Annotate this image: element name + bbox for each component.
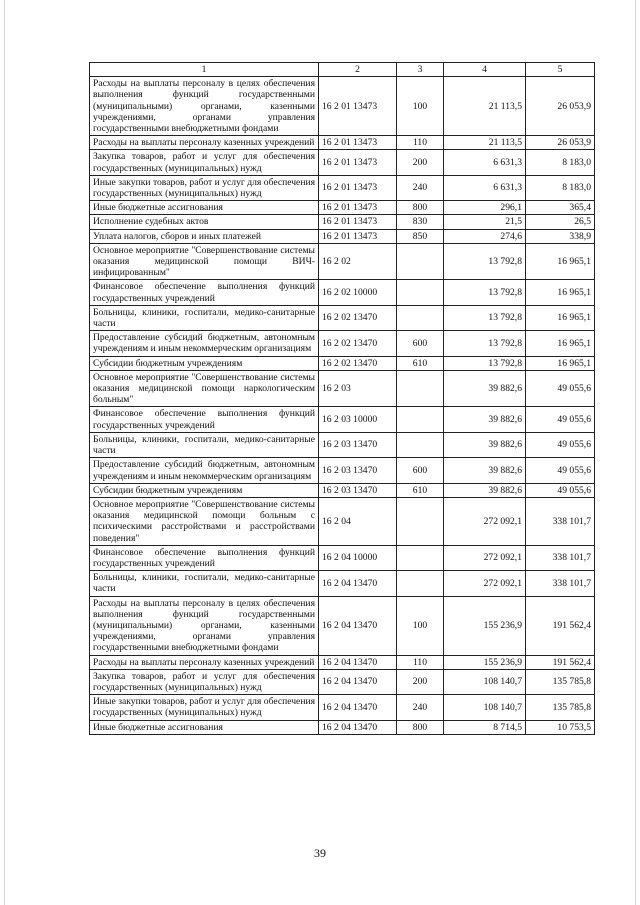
row-name-cell: Иные бюджетные ассигнования bbox=[90, 720, 319, 734]
row-value-year2-cell: 338 101,7 bbox=[526, 571, 595, 596]
row-name-cell: Финансовое обеспечение выполнения функций государственных учреждений bbox=[90, 545, 319, 570]
row-value-year2-cell: 49 055,6 bbox=[526, 432, 595, 457]
row-name-cell: Субсидии бюджетным учреждениям bbox=[90, 483, 319, 497]
column-number-row bbox=[90, 63, 595, 77]
row-expense-type-cell bbox=[397, 280, 444, 305]
row-name-cell: Уплата налогов, сборов и иных платежей bbox=[90, 229, 319, 243]
row-code-cell: 16 2 04 13470 bbox=[319, 596, 397, 655]
row-code-cell: 16 2 03 13470 bbox=[319, 458, 397, 483]
table-row bbox=[90, 77, 595, 136]
row-value-year2-cell: 26 053,9 bbox=[526, 77, 595, 136]
scan-edge-right bbox=[635, 0, 636, 905]
row-expense-type-cell bbox=[397, 243, 444, 280]
row-code-cell: 16 2 03 bbox=[319, 370, 397, 407]
row-value-year1-cell: 8 714,5 bbox=[444, 720, 526, 734]
row-value-year2-cell: 16 965,1 bbox=[526, 331, 595, 356]
table-row bbox=[90, 136, 595, 150]
row-value-year1-cell: 21 113,5 bbox=[444, 136, 526, 150]
row-value-year2-cell: 49 055,6 bbox=[526, 370, 595, 407]
row-code-cell: 16 2 01 13473 bbox=[319, 215, 397, 229]
row-code-cell: 16 2 04 13470 bbox=[319, 695, 397, 720]
row-expense-type-cell: 610 bbox=[397, 483, 444, 497]
row-code-cell: 16 2 01 13473 bbox=[319, 175, 397, 200]
table-row bbox=[90, 596, 595, 655]
table-row bbox=[90, 655, 595, 669]
row-code-cell: 16 2 01 13473 bbox=[319, 77, 397, 136]
row-code-cell: 16 2 02 13470 bbox=[319, 331, 397, 356]
row-code-cell: 16 2 02 10000 bbox=[319, 280, 397, 305]
row-expense-type-cell: 600 bbox=[397, 458, 444, 483]
row-value-year1-cell: 272 092,1 bbox=[444, 497, 526, 545]
row-value-year1-cell: 272 092,1 bbox=[444, 571, 526, 596]
row-expense-type-cell bbox=[397, 432, 444, 457]
table-row bbox=[90, 458, 595, 483]
row-value-year1-cell: 39 882,6 bbox=[444, 432, 526, 457]
table-row bbox=[90, 356, 595, 370]
column-number: 1 bbox=[90, 63, 319, 77]
row-expense-type-cell: 850 bbox=[397, 229, 444, 243]
table-row bbox=[90, 150, 595, 175]
row-code-cell: 16 2 03 10000 bbox=[319, 407, 397, 432]
row-expense-type-cell: 610 bbox=[397, 356, 444, 370]
column-number: 2 bbox=[319, 63, 397, 77]
row-value-year2-cell: 8 183,0 bbox=[526, 150, 595, 175]
row-value-year1-cell: 39 882,6 bbox=[444, 458, 526, 483]
row-code-cell: 16 2 02 13470 bbox=[319, 356, 397, 370]
row-name-cell: Закупка товаров, работ и услуг для обеспечения государственных (муниципальных) нужд bbox=[90, 150, 319, 175]
row-name-cell: Больницы, клиники, госпитали, медико-санитарные части bbox=[90, 571, 319, 596]
table-row bbox=[90, 201, 595, 215]
table-row bbox=[90, 545, 595, 570]
row-value-year1-cell: 39 882,6 bbox=[444, 370, 526, 407]
table-row bbox=[90, 305, 595, 330]
row-value-year2-cell: 49 055,6 bbox=[526, 458, 595, 483]
row-value-year2-cell: 16 965,1 bbox=[526, 280, 595, 305]
row-name-cell: Расходы на выплаты персоналу в целях обеспечения выполнения функций государственными (муниципальными) органами, казенными учреждениями, органами управления государственными внебюджетными фондами bbox=[90, 596, 319, 655]
row-expense-type-cell: 200 bbox=[397, 669, 444, 694]
row-value-year2-cell: 49 055,6 bbox=[526, 483, 595, 497]
row-value-year2-cell: 16 965,1 bbox=[526, 243, 595, 280]
row-name-cell: Исполнение судебных актов bbox=[90, 215, 319, 229]
row-code-cell: 16 2 04 10000 bbox=[319, 545, 397, 570]
row-value-year1-cell: 39 882,6 bbox=[444, 407, 526, 432]
row-value-year2-cell: 16 965,1 bbox=[526, 356, 595, 370]
row-expense-type-cell: 800 bbox=[397, 720, 444, 734]
row-name-cell: Больницы, клиники, госпитали, медико-санитарные части bbox=[90, 305, 319, 330]
row-value-year2-cell: 191 562,4 bbox=[526, 596, 595, 655]
row-value-year2-cell: 49 055,6 bbox=[526, 407, 595, 432]
table-row bbox=[90, 669, 595, 694]
row-value-year1-cell: 108 140,7 bbox=[444, 669, 526, 694]
table-row bbox=[90, 215, 595, 229]
row-expense-type-cell: 240 bbox=[397, 695, 444, 720]
row-code-cell: 16 2 04 13470 bbox=[319, 720, 397, 734]
row-value-year1-cell: 6 631,3 bbox=[444, 175, 526, 200]
row-name-cell: Основное мероприятие "Совершенствование системы оказания медицинской помощи наркологическим больным" bbox=[90, 370, 319, 407]
row-expense-type-cell bbox=[397, 571, 444, 596]
row-expense-type-cell bbox=[397, 305, 444, 330]
row-value-year2-cell: 191 562,4 bbox=[526, 655, 595, 669]
table-row bbox=[90, 571, 595, 596]
row-name-cell: Основное мероприятие "Совершенствование системы оказания медицинской помощи ВИЧ-инфицированным" bbox=[90, 243, 319, 280]
table-row bbox=[90, 720, 595, 734]
row-value-year1-cell: 13 792,8 bbox=[444, 243, 526, 280]
row-expense-type-cell: 110 bbox=[397, 136, 444, 150]
row-value-year2-cell: 135 785,8 bbox=[526, 695, 595, 720]
row-value-year1-cell: 155 236,9 bbox=[444, 655, 526, 669]
row-value-year1-cell: 272 092,1 bbox=[444, 545, 526, 570]
table-row bbox=[90, 243, 595, 280]
budget-table-body bbox=[90, 63, 595, 735]
row-value-year1-cell: 155 236,9 bbox=[444, 596, 526, 655]
scan-edge-left bbox=[4, 0, 5, 905]
row-value-year2-cell: 26,5 bbox=[526, 215, 595, 229]
row-code-cell: 16 2 04 13470 bbox=[319, 669, 397, 694]
row-code-cell: 16 2 02 13470 bbox=[319, 305, 397, 330]
row-name-cell: Расходы на выплаты персоналу казенных учреждений bbox=[90, 655, 319, 669]
row-value-year1-cell: 274,6 bbox=[444, 229, 526, 243]
table-row bbox=[90, 497, 595, 545]
column-number: 3 bbox=[397, 63, 444, 77]
row-expense-type-cell: 110 bbox=[397, 655, 444, 669]
column-number: 4 bbox=[444, 63, 526, 77]
row-name-cell: Закупка товаров, работ и услуг для обеспечения государственных (муниципальных) нужд bbox=[90, 669, 319, 694]
row-value-year1-cell: 13 792,8 bbox=[444, 280, 526, 305]
row-code-cell: 16 2 03 13470 bbox=[319, 483, 397, 497]
row-value-year2-cell: 8 183,0 bbox=[526, 175, 595, 200]
table-row bbox=[90, 432, 595, 457]
row-name-cell: Иные бюджетные ассигнования bbox=[90, 201, 319, 215]
row-value-year1-cell: 13 792,8 bbox=[444, 305, 526, 330]
table-row bbox=[90, 280, 595, 305]
row-value-year2-cell: 338,9 bbox=[526, 229, 595, 243]
table-row bbox=[90, 175, 595, 200]
table-row bbox=[90, 229, 595, 243]
document-page bbox=[89, 62, 594, 735]
row-code-cell: 16 2 04 13470 bbox=[319, 571, 397, 596]
table-row bbox=[90, 407, 595, 432]
row-value-year2-cell: 338 101,7 bbox=[526, 545, 595, 570]
row-expense-type-cell bbox=[397, 370, 444, 407]
page-number: 39 bbox=[314, 846, 326, 860]
row-value-year1-cell: 39 882,6 bbox=[444, 483, 526, 497]
row-value-year2-cell: 26 053,9 bbox=[526, 136, 595, 150]
row-name-cell: Предоставление субсидий бюджетным, автономным учреждениям и иным некоммерческим организациям bbox=[90, 331, 319, 356]
table-row bbox=[90, 370, 595, 407]
row-value-year1-cell: 108 140,7 bbox=[444, 695, 526, 720]
row-expense-type-cell: 240 bbox=[397, 175, 444, 200]
row-name-cell: Субсидии бюджетным учреждениям bbox=[90, 356, 319, 370]
row-name-cell: Расходы на выплаты персоналу в целях обеспечения выполнения функций государственными (муниципальными) органами, казенными учреждениями, органами управления государственными внебюджетными фондами bbox=[90, 77, 319, 136]
row-code-cell: 16 2 01 13473 bbox=[319, 150, 397, 175]
table-row bbox=[90, 695, 595, 720]
table-row bbox=[90, 483, 595, 497]
row-name-cell: Расходы на выплаты персоналу казенных учреждений bbox=[90, 136, 319, 150]
row-value-year2-cell: 10 753,5 bbox=[526, 720, 595, 734]
row-value-year2-cell: 365,4 bbox=[526, 201, 595, 215]
row-code-cell: 16 2 01 13473 bbox=[319, 201, 397, 215]
row-value-year2-cell: 16 965,1 bbox=[526, 305, 595, 330]
row-expense-type-cell: 100 bbox=[397, 77, 444, 136]
row-code-cell: 16 2 01 13473 bbox=[319, 229, 397, 243]
row-value-year1-cell: 21,5 bbox=[444, 215, 526, 229]
row-expense-type-cell: 600 bbox=[397, 331, 444, 356]
row-name-cell: Основное мероприятие "Совершенствование системы оказания медицинской помощи больным с психическими расстройствами и расстройствами поведения" bbox=[90, 497, 319, 545]
row-code-cell: 16 2 04 13470 bbox=[319, 655, 397, 669]
row-expense-type-cell: 800 bbox=[397, 201, 444, 215]
column-number: 5 bbox=[526, 63, 595, 77]
row-code-cell: 16 2 01 13473 bbox=[319, 136, 397, 150]
row-expense-type-cell: 830 bbox=[397, 215, 444, 229]
row-expense-type-cell bbox=[397, 407, 444, 432]
row-value-year1-cell: 296,1 bbox=[444, 201, 526, 215]
row-value-year1-cell: 13 792,8 bbox=[444, 331, 526, 356]
row-code-cell: 16 2 02 bbox=[319, 243, 397, 280]
row-name-cell: Больницы, клиники, госпитали, медико-санитарные части bbox=[90, 432, 319, 457]
row-code-cell: 16 2 04 bbox=[319, 497, 397, 545]
row-expense-type-cell: 100 bbox=[397, 596, 444, 655]
row-value-year1-cell: 13 792,8 bbox=[444, 356, 526, 370]
table-row bbox=[90, 331, 595, 356]
row-value-year1-cell: 6 631,3 bbox=[444, 150, 526, 175]
row-name-cell: Иные закупки товаров, работ и услуг для обеспечения государственных (муниципальных) нужд bbox=[90, 695, 319, 720]
row-name-cell: Финансовое обеспечение выполнения функций государственных учреждений bbox=[90, 407, 319, 432]
row-value-year1-cell: 21 113,5 bbox=[444, 77, 526, 136]
row-expense-type-cell: 200 bbox=[397, 150, 444, 175]
row-name-cell: Предоставление субсидий бюджетным, автономным учреждениям и иным некоммерческим организациям bbox=[90, 458, 319, 483]
row-name-cell: Иные закупки товаров, работ и услуг для обеспечения государственных (муниципальных) нужд bbox=[90, 175, 319, 200]
row-code-cell: 16 2 03 13470 bbox=[319, 432, 397, 457]
row-name-cell: Финансовое обеспечение выполнения функций государственных учреждений bbox=[90, 280, 319, 305]
row-value-year2-cell: 338 101,7 bbox=[526, 497, 595, 545]
budget-table bbox=[89, 62, 595, 735]
row-expense-type-cell bbox=[397, 497, 444, 545]
row-expense-type-cell bbox=[397, 545, 444, 570]
row-value-year2-cell: 135 785,8 bbox=[526, 669, 595, 694]
